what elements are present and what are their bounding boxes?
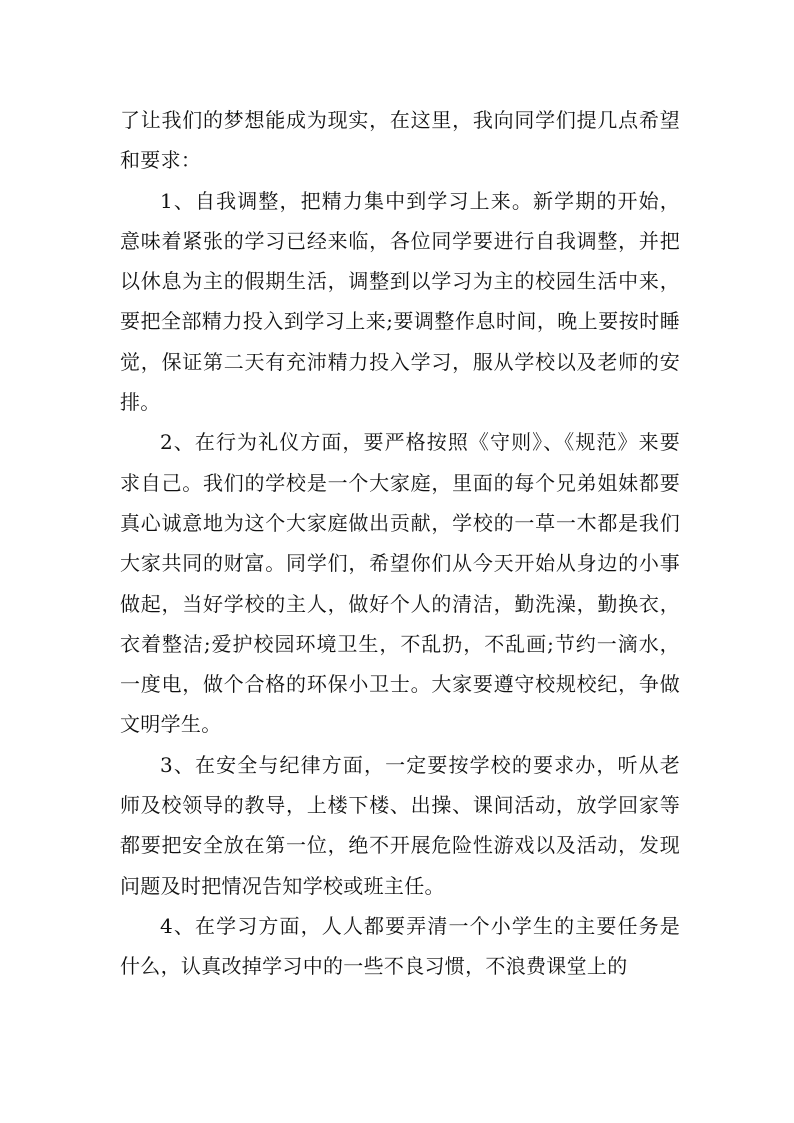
paragraph-item-4: 4、在学习方面，人人都要弄清一个小学生的主要任务是什么，认真改掉学习中的一些不良习惯，不浪费课堂上的 bbox=[120, 913, 680, 979]
paragraph-item-2: 2、在行为礼仪方面，要严格按照《守则》、《规范》来要求自己。我们的学校是一个大家庭，里面的每个兄弟姐妹都要真心诚意地为这个大家庭做出贡献，学校的一草一木都是我们大家共同的财富。同学们，希望你们从今天开始从身边的小事做起，当好学校的主人，做好个人的清洁，勤洗澡，勤换衣，衣着整洁;爱护校园环境卫生，不乱扔，不乱画;节约一滴水，一度电，做个合格的环保小卫士。大家要遵守校规校纪，争做文明学生。 bbox=[120, 430, 680, 737]
document-body bbox=[120, 100, 680, 987]
paragraph-item-3: 3、在安全与纪律方面，一定要按学校的要求办，听从老师及校领导的教导，上楼下楼、出操、课间活动，放学回家等都要把安全放在第一位，绝不开展危险性游戏以及活动，发现问题及时把情况告知学校或班主任。 bbox=[120, 752, 680, 898]
paragraph-item-1: 1、自我调整，把精力集中到学习上来。新学期的开始，意味着紧张的学习已经来临，各位同学要进行自我调整，并把以休息为主的假期生活，调整到以学习为主的校园生活中来，要把全部精力投入到学习上来;要调整作息时间，晚上要按时睡觉，保证第二天有充沛精力投入学习，服从学校以及老师的安排。 bbox=[120, 188, 680, 415]
paragraph-intro: 了让我们的梦想能成为现实，在这里，我向同学们提几点希望和要求： bbox=[120, 108, 680, 173]
